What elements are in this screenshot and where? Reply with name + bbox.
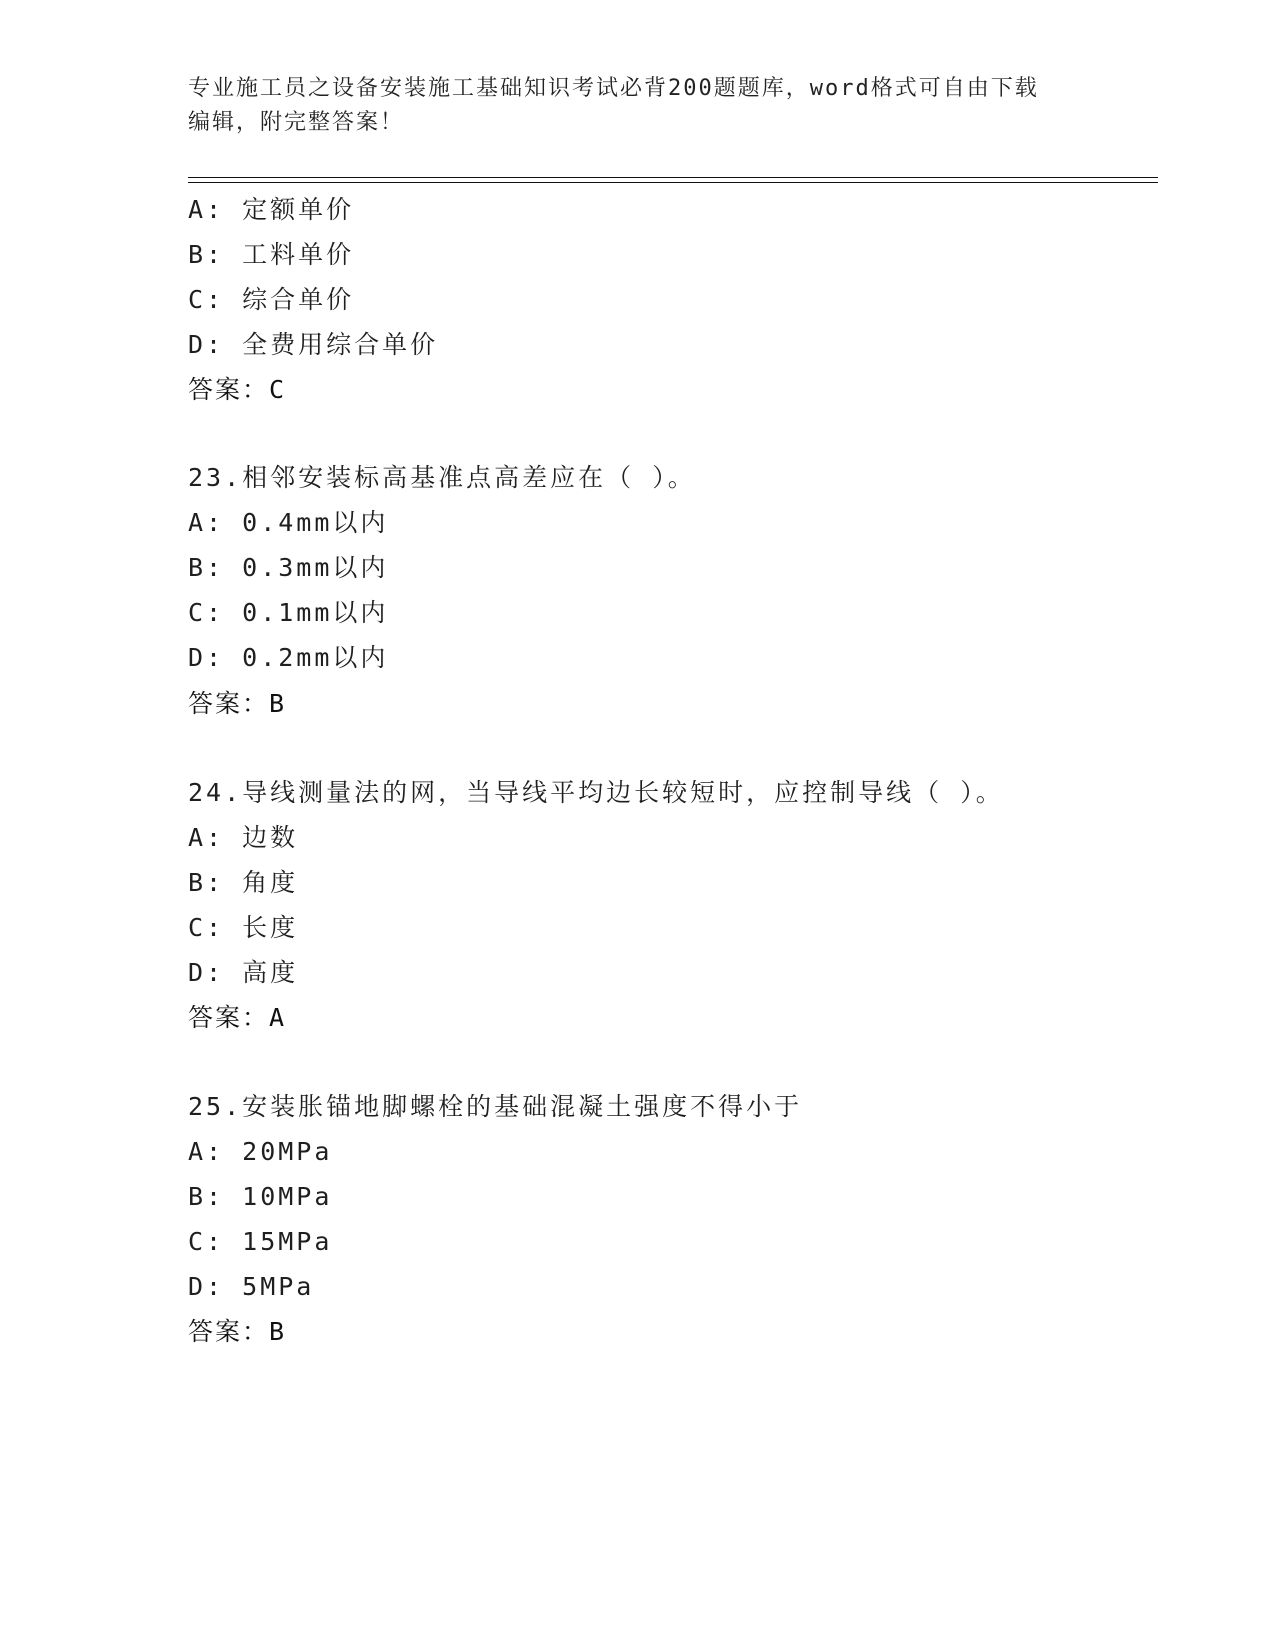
q23-option-d: D: 0.2mm以内 xyxy=(188,643,389,672)
q22-answer xyxy=(188,374,286,406)
q24-option-a: A: 边数 xyxy=(188,823,299,852)
q22-option-d: D: 全费用综合单价 xyxy=(188,330,439,359)
q23-question: 23.相邻安装标高基准点高差应在（ ）。 xyxy=(188,463,696,492)
header-line-2: 编辑，附完整答案！ xyxy=(188,110,405,135)
q25-option-c: C: 15MPa xyxy=(188,1227,333,1256)
q25-option-a: A: 20MPa xyxy=(188,1137,333,1166)
answer-label: 答案： xyxy=(188,689,270,718)
q23-option-b: B: 0.3mm以内 xyxy=(188,553,389,582)
answer-value: A xyxy=(269,1003,287,1032)
q22-option-a: A: 定额单价 xyxy=(188,195,355,224)
answer-value: B xyxy=(269,689,287,718)
q25-option-d: D: 5MPa xyxy=(188,1272,315,1301)
answer-value: C xyxy=(269,375,287,404)
q25-answer xyxy=(188,1316,286,1348)
q22-option-b: B: 工料单价 xyxy=(188,240,355,269)
q25-option-b: B: 10MPa xyxy=(188,1182,333,1211)
q24-option-d: D: 高度 xyxy=(188,958,299,987)
answer-label: 答案： xyxy=(188,375,270,404)
q24-answer xyxy=(188,1002,286,1034)
answer-label: 答案： xyxy=(188,1317,270,1346)
q22-option-c: C: 综合单价 xyxy=(188,285,355,314)
q25-question: 25.安装胀锚地脚螺栓的基础混凝土强度不得小于 xyxy=(188,1092,803,1121)
answer-value: B xyxy=(269,1317,287,1346)
q23-option-c: C: 0.1mm以内 xyxy=(188,598,389,627)
q23-option-a: A: 0.4mm以内 xyxy=(188,508,389,537)
q24-question: 24.导线测量法的网，当导线平均边长较短时，应控制导线（ ）。 xyxy=(188,778,1004,807)
q23-answer xyxy=(188,688,286,720)
q24-option-c: C: 长度 xyxy=(188,913,299,942)
document-header xyxy=(188,72,1088,140)
header-divider-top xyxy=(188,177,1158,178)
answer-label: 答案： xyxy=(188,1003,270,1032)
q24-option-b: B: 角度 xyxy=(188,868,299,897)
header-divider-bottom xyxy=(188,182,1158,183)
header-line-1: 专业施工员之设备安装施工基础知识考试必背200题题库，word格式可自由下载 xyxy=(188,76,1039,101)
